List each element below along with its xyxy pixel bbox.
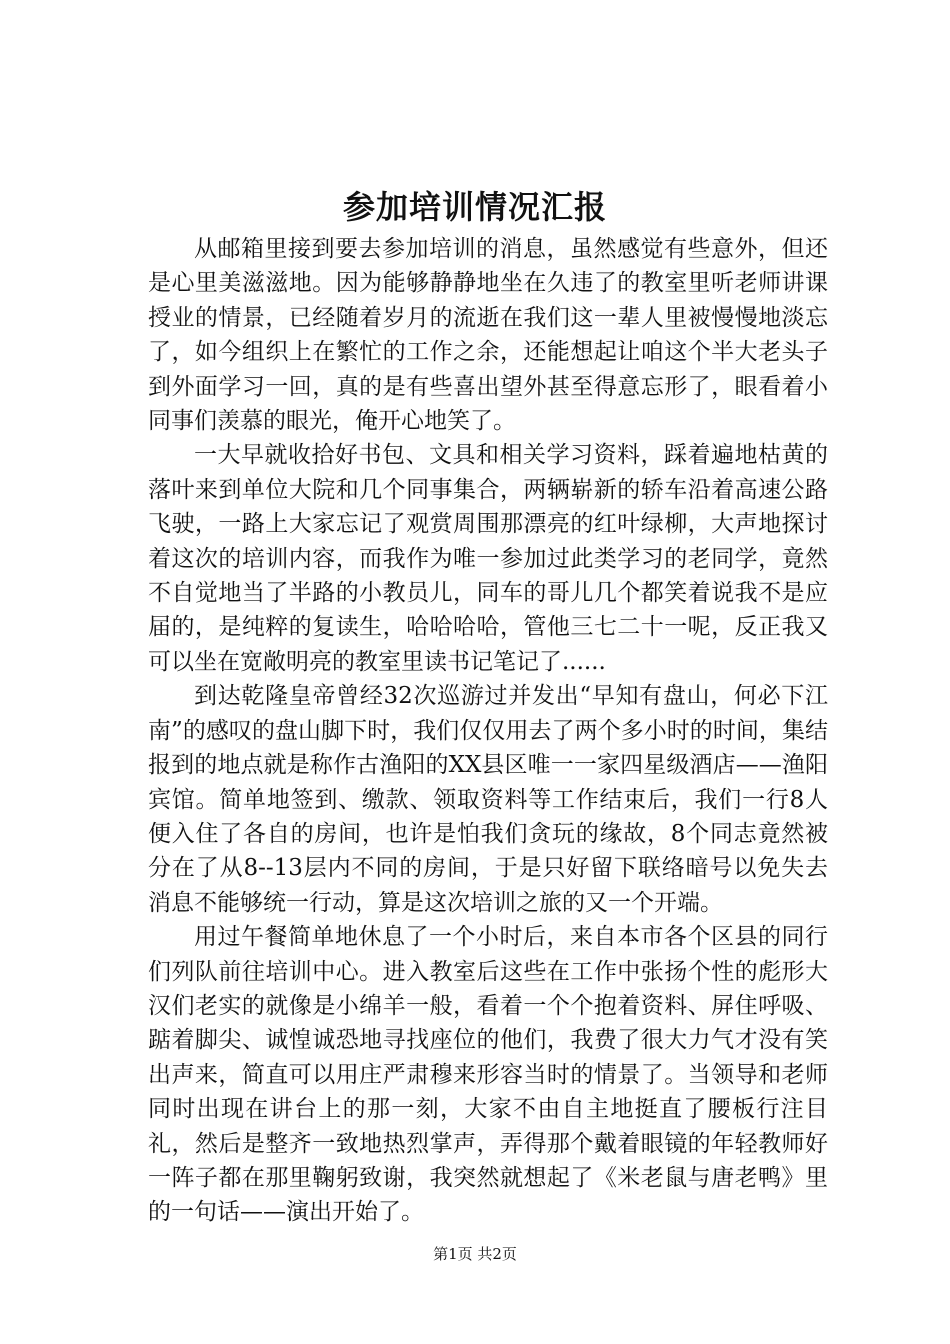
paragraph-2: 一大早就收拾好书包、文具和相关学习资料，踩着遍地枯黄的落叶来到单位大院和几个同事集合，两辆崭新的轿车沿着高速公路飞驶，一路上大家忘记了观赏周围那漂亮的红叶绿柳，大声地探讨着这次的培训内容，而我作为唯一参加过此类学习的老同学，竟然不自觉地当了半路的小教员儿，同车的哥儿几个都笑着说我不是应届的，是纯粹的复读生，哈哈哈哈，管他三七二十一呢，反正我又可以坐在宽敞明亮的教室里读书记笔记了...... xyxy=(148,442,828,675)
paragraph-1: 从邮箱里接到要去参加培训的消息，虽然感觉有些意外，但还是心里美滋滋地。因为能够静静地坐在久违了的教室里听老师讲课授业的情景，已经随着岁月的流逝在我们这一辈人里被慢慢地淡忘了，如今组织上在繁忙的工作之余，还能想起让咱这个半大老头子到外面学习一回，真的是有些喜出望外甚至得意忘形了，眼看着小同事们羡慕的眼光，俺开心地笑了。 xyxy=(148,236,828,435)
paragraph-3: 到达乾隆皇帝曾经32次巡游过并发出“早知有盘山，何必下江南”的感叹的盘山脚下时，我们仅仅用去了两个多小时的时间，集结报到的地点就是称作古渔阳的XX县区唯一一家四星级酒店——渔阳宾馆。简单地签到、缴款、领取资料等工作结束后，我们一行8人便入住了各自的房间，也许是怕我们贪玩的缘故，8个同志竟然被分在了从8--13层内不同的房间，于是只好留下联络暗号以免失去消息不能够统一行动，算是这次培训之旅的又一个开端。 xyxy=(148,683,828,916)
page-footer: 第1页 共2页 xyxy=(433,1245,517,1263)
document-body xyxy=(148,232,828,1230)
paragraph-4: 用过午餐简单地休息了一个小时后，来自本市各个区县的同行们列队前往培训中心。进入教室后这些在工作中张扬个性的彪形大汉们老实的就像是小绵羊一般，看着一个个抱着资料、屏住呼吸、踮着脚尖、诚惶诚恐地寻找座位的他们，我费了很大力气才没有笑出声来，简直可以用庄严肃穆来形容当时的情景了。当领导和老师同时出现在讲台上的那一刻，大家不由自主地挺直了腰板行注目礼，然后是整齐一致地热烈掌声，弄得那个戴着眼镜的年轻教师好一阵子都在那里鞠躬致谢，我突然就想起了《米老鼠与唐老鸭》里的一句话——演出开始了。 xyxy=(148,924,828,1226)
document-title: 参加培训情况汇报 xyxy=(342,188,607,226)
